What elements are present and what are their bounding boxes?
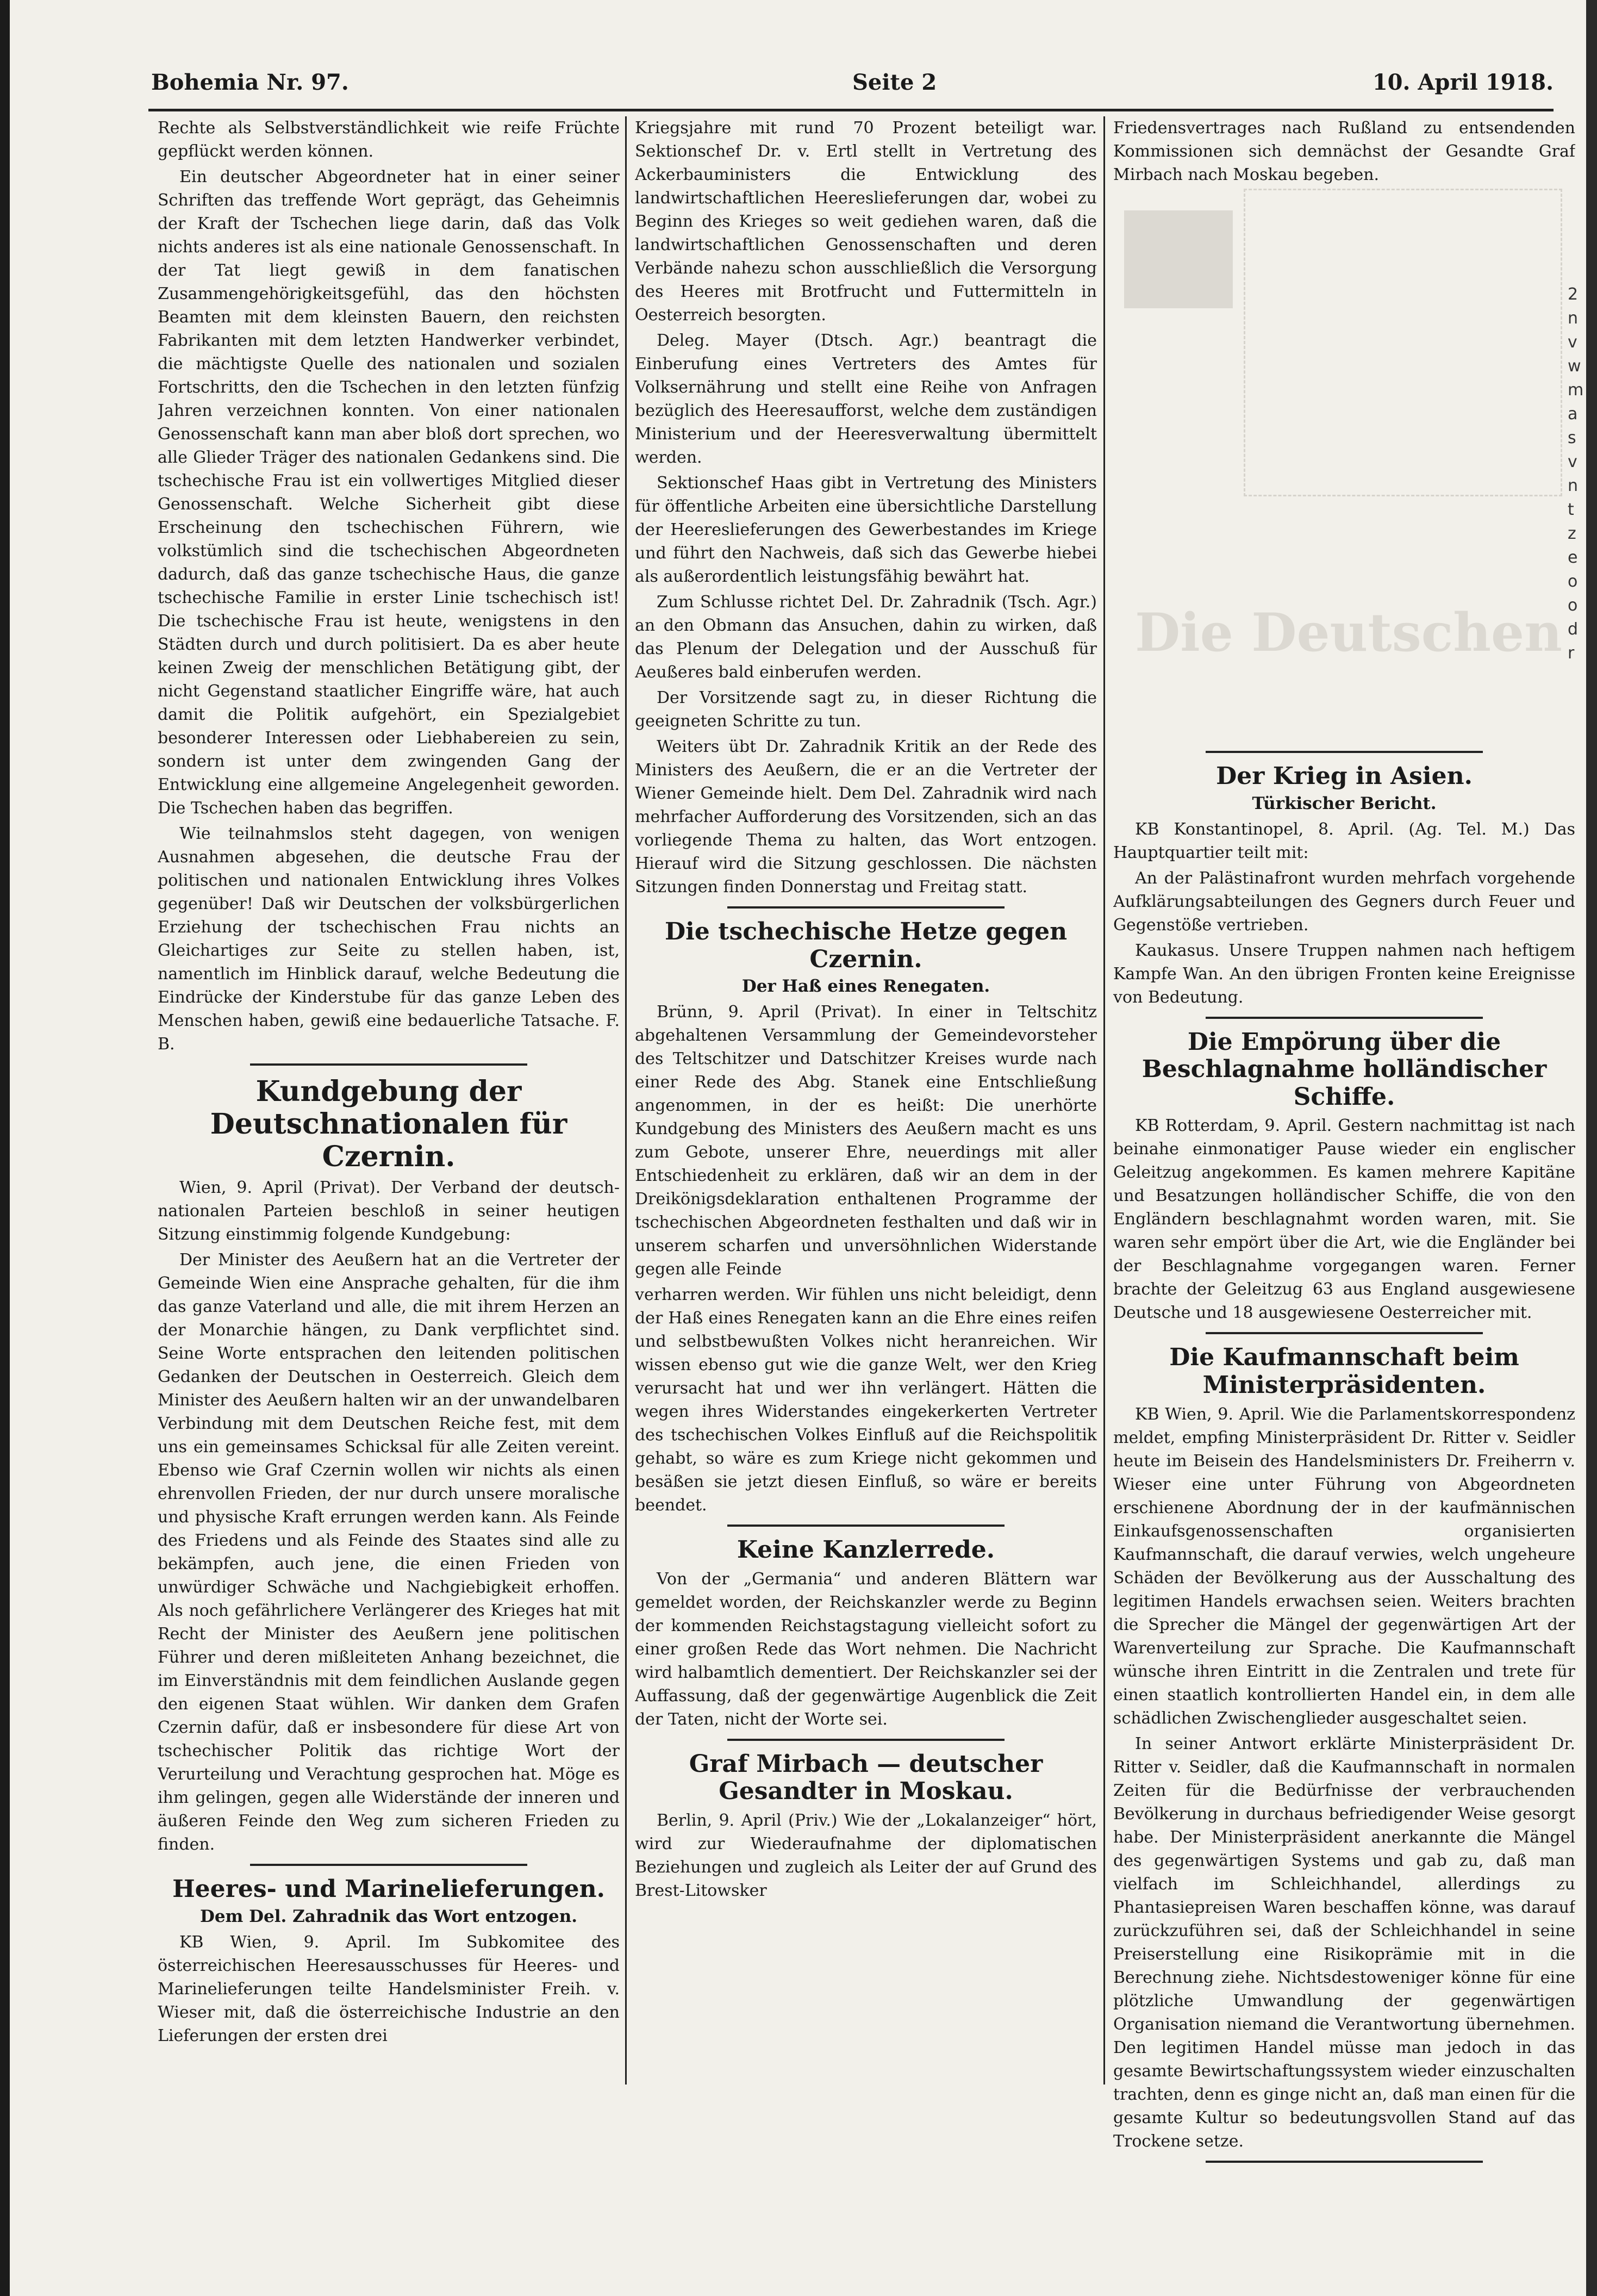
article-paragraph: KB Konstantinopel, 8. April. (Ag. Tel. M.) Das Hauptquartier teilt mit: bbox=[1113, 819, 1575, 862]
adjacent-page-edge-text: 2 n v w m a s v n t z e o o d r bbox=[1568, 285, 1584, 663]
headline-beschlagnahme: Die Empörung über die Beschlagnahme holländischer Schiffe. bbox=[1141, 1028, 1547, 1111]
article-paragraph: Kaukasus. Unsere Truppen nahmen nach heftigem Kampfe Wan. An den übrigen Fronten keine Ereignisse von Bedeutung. bbox=[1113, 941, 1575, 1007]
article-paragraph: Weiters übt Dr. Zahradnik Kritik an der Rede des Ministers des Aeußern, die er an die Vertreter der Wiener Gemeinde hielt. Dem Del. Zahradnik wird nach mehrfacher Aufforderung des Vorsitzenden, sich an das vorliegende Thema zu halten, das Wort entzogen. Hierauf wird die Sitzung geschlossen. Die nächsten Sitzungen finden Donnerstag und Freitag statt. bbox=[635, 737, 1097, 897]
page-header bbox=[151, 70, 1554, 108]
headline-kaufmannschaft: Die Kaufmannschaft beim Ministerpräsidenten. bbox=[1169, 1343, 1519, 1399]
article-separator bbox=[250, 1063, 527, 1066]
article-paragraph: Deleg. Mayer (Dtsch. Agr.) beantragt die Einberufung eines Vertreters des Amtes für Volksernährung und stellt eine Reihe von Anfragen bezüglich des Heeresaufforst, welche dem zuständigen Ministerium und der Heeresverwaltung übermittelt werden. bbox=[635, 331, 1097, 467]
article-paragraph: KB Wien, 9. April. Im Subkomitee des österreichischen Heeresausschusses für Heeres- und Marinelieferungen teilte Handelsminister Freih. v. Wieser mit, daß die österreichische Industrie an den Lieferungen der ersten drei bbox=[158, 1932, 620, 2045]
article-paragraph: KB Rotterdam, 9. April. Gestern nachmittag ist nach beinahe einmonatiger Pause wieder ein englischer Geleitzug angekommen. Es kamen mehrere Kapitäne und Besatzungen holländischer Schiffe, die von den Engländern beschlagnahmt worden waren, mit. Sie waren sehr empört über die Art, wie die Engländer bei der Beschlagnahme vorgegangen waren. Ferner brachte der Geleitzug 63 aus England ausgewiesene Deutsche und 18 ausgewiesene Oesterreicher mit. bbox=[1113, 1116, 1575, 1323]
headline-hetze-czernin: Die tschechische Hetze gegen Czernin. bbox=[664, 918, 1068, 973]
header-rule bbox=[148, 109, 1554, 111]
article-paragraph: Wien, 9. April (Privat). Der Verband der deutsch-nationalen Parteien beschloß in seiner heutigen Sitzung einstimmig folgende Kundgebung: bbox=[158, 1178, 620, 1245]
article-paragraph: Zum Schlusse richtet Del. Dr. Zahradnik (Tsch. Agr.) an den Obmann das Ansuchen, dahin zu wirken, daß das Plenum der Delegation und der Ausschuß für Aeußeres bald einberufen werden. bbox=[635, 593, 1097, 682]
article-paragraph: Berlin, 9. April (Priv.) Wie der „Lokalanzeiger“ hört, wird zur Wiederaufnahme der diplomatischen Beziehungen und zugleich als Leiter der auf Grund des Brest-Litowsker bbox=[635, 1810, 1097, 1900]
article-paragraph: Der Minister des Aeußern hat an die Vertreter der Gemeinde Wien eine Ansprache gehalten, für die ihm das ganze Vaterland und alle, die mit ihrem Herzen an der Monarchie hängen, zu Dank verpflichtet sind. Seine Worte entsprachen den leitenden politischen Gedanken der Deutschen in Oesterreich. Gleich dem Minister des Aeußern halten wir an der unwandelbaren Verbindung mit dem Deutschen Reiche fest, mit dem uns ein gemeinsames Schicksal für alle Zeiten vereint. Ebenso wie Graf Czernin wollen wir nichts als einen ehrenvollen Frieden, der nur durch unsere moralische und physische Kraft errungen werden kann. Als Feinde des Friedens und als Feinde des Staates sind alle zu bekämpfen, auch jene, die einen Frieden von unwürdiger Schwäche und Nachgiebigkeit erhoffen. Als noch gefährlichere Verlängerer des Krieges hat mit Recht der Minister des Aeußern jene politischen Führer und deren mißleiteten Anhang bezeichnet, die im Einverständnis mit dem feindlichen Auslande gegen den eigenen Staat wühlen. Wir danken dem Grafen Czernin dafür, daß er insbesondere für diese Art von tschechischer Politik das richtige Wort der Verurteilung und Verachtung gesprochen hat. Möge es ihm gelingen, gegen alle Widerstände der inneren und äußeren Feinde den Weg zum sicheren Frieden zu finden. bbox=[158, 1250, 620, 1855]
headline-krieg-asien: Der Krieg in Asien. bbox=[1216, 762, 1473, 790]
faded-frame bbox=[1244, 189, 1562, 496]
article-separator bbox=[1206, 751, 1483, 753]
article-paragraph: KB Wien, 9. April. Wie die Parlamentskorrespondenz meldet, empfing Ministerpräsident Dr. Ritter v. Seidler heute im Beisein des Handelsministers Dr. Freiherrn v. Wieser eine unter Führung von Abgeordneten erschienene Abordnung der in der kaufmännischen Einkaufsgenossenschaften organisierten Kaufmannschaft, die darauf verwies, welch ungeheure Schäden der Bevölkerung aus der Ausschaltung des legitimen Handels erwachsen seien. Weiters brachten die Sprecher die Mängel der gegenwärtigen Art der Warenverteilung zur Sprache. Die Kaufmannschaft wünsche ihren Eintritt in die Zentralen und trete für einen staatlich kontrollierten Handel ein, in dem alle schädlichen Zwischenglieder ausgeschaltet seien. bbox=[1113, 1404, 1575, 1728]
article-separator bbox=[727, 1525, 1005, 1527]
issue-date: 10. April 1918. bbox=[1372, 70, 1554, 95]
column-3 bbox=[1113, 116, 1575, 2182]
headline-deutschnationale: Kundgebung der Deutschnationalen für Czernin. bbox=[210, 1075, 567, 1173]
article-paragraph: An der Palästinafront wurden mehrfach vorgehende Aufklärungsabteilungen des Gegners durch Feuer und Gegenstöße vertrieben. bbox=[1113, 868, 1575, 935]
article-continuation: Friedensvertrages nach Rußland zu entsendenden Kommissionen sich demnächst der Gesandte Graf Mirbach nach Moskau begeben. bbox=[1113, 119, 1575, 184]
column-1 bbox=[158, 116, 620, 2052]
headline-kanzlerrede: Keine Kanzlerrede. bbox=[737, 1536, 995, 1564]
article-paragraph: Von der „Germania“ und anderen Blättern war gemeldet worden, der Reichskanzler werde zu Beginn der kommenden Reichstagstagung vielleicht sofort zu einer großen Rede das Wort nehmen. Die Nachricht wird halbamtlich dementiert. Der Reichskanzler sei der Auffassung, daß der gegenwärtige Augenblick die Zeit der Taten, nicht der Worte sei. bbox=[635, 1569, 1097, 1729]
article-separator bbox=[1206, 1017, 1483, 1019]
article-paragraph: Der Vorsitzende sagt zu, in dieser Richtung die geeigneten Schritte zu tun. bbox=[635, 688, 1097, 731]
masthead-issue: Bohemia Nr. 97. bbox=[151, 70, 349, 95]
column-rule-1 bbox=[625, 116, 627, 2085]
article-paragraph: Ein deutscher Abgeordneter hat in einer seiner Schriften das treffende Wort geprägt, das Geheimnis der Kraft der Tschechen liege darin, daß das Volk nichts anderes ist als eine nationale Genossenschaft. In der Tat liegt gewiß in dem fanatischen Zusammengehörigkeitsgefühl, das den höchsten Beamten mit dem kleinsten Bauern, den reichsten Fabrikanten mit dem letzten Handwerker verbindet, die mächtigste Quelle des nationalen und sozialen Fortschritts, den die Tschechen in den letzten fünfzig Jahren verzeichnen konnten. Von einer nationalen Genossenschaft kann man aber bloß dort sprechen, wo alle Glieder Träger des nationalen Gedankens sind. Die tschechische Frau ist ein vollwertiges Mitglied dieser Genossenschaft. Welche Sicherheit gibt diese Erscheinung den tschechischen Führern, wie volkstümlich sind die tschechischen Abgeordneten dadurch, daß das ganze tschechische Haus, die ganze tschechische Familie in erster Linie tschechisch ist! Die tschechische Frau ist heute, wenigstens in den Städten durch und durch politisiert. Da es aber heute keinen Zweig der menschlichen Betätigung gibt, der nicht Gegenstand staatlicher Eingriffe wäre, hat auch damit die Politik aufgehört, ein Spezialgebiet besonderer Interessen oder Liebhabereien zu sein, sondern ist unter dem zwingenden Gang der Entwicklung eine allgemeine Angelegenheit geworden. Die Tschechen haben das begriffen. bbox=[158, 167, 620, 818]
faded-heading: Die Deutschen bbox=[1135, 602, 1562, 663]
article-separator bbox=[1206, 1332, 1483, 1334]
subheadline: Der Haß eines Renegaten. bbox=[741, 976, 990, 997]
scan-border bbox=[0, 0, 10, 2296]
article-paragraph: Brünn, 9. April (Privat). In einer in Teltschitz abgehaltenen Versammlung der Gemeindevorsteher des Teltschitzer und Datschitzer Kreises wurde nach einer Rede des Abg. Stanek eine Entschließung angenommen, in der es heißt: Die unerhörte Kundgebung des Ministers des Aeußern macht es uns zum Gebote, unserer Ehre, neuerdings mit aller Entschiedenheit zu erklären, daß wir an dem in der Dreikönigsdeklaration enthaltenen Programme der tschechischen Abgeordneten festhalten und daß wir in unserem scharfen und unversöhnlichen Widerstande gegen alle Feinde bbox=[635, 1003, 1097, 1279]
column-rule-2 bbox=[1103, 116, 1105, 2085]
subheadline: Dem Del. Zahradnik das Wort entzogen. bbox=[199, 1906, 578, 1926]
article-continuation: Kriegsjahre mit rund 70 Prozent beteiligt war. Sektionschef Dr. v. Ertl stellt in Vertretung des Ackerbauministers die Entwicklung des landwirtschaftlichen Heereslieferungen dar, wobei zu Beginn des Krieges so weit gediehen waren, daß die landwirtschaftlichen Genossenschaften und deren Verbände nahezu schon ausschließlich die Versorgung des Heeres mit Brotfrucht und Futtermitteln in Oesterreich besorgten. bbox=[635, 119, 1097, 325]
article-separator bbox=[1206, 2161, 1483, 2163]
article-paragraph: Sektionschef Haas gibt in Vertretung des Ministers für öffentliche Arbeiten eine übersichtliche Darstellung der Heereslieferungen des Gewerbestandes im Kriege und führt den Nachweis, daß sich das Gewerbe hiebei als außerordentlich leistungsfähig bewährt hat. bbox=[635, 474, 1097, 586]
page-number: Seite 2 bbox=[852, 70, 937, 95]
faded-block bbox=[1124, 210, 1233, 308]
faded-bleedthrough-area bbox=[1113, 189, 1575, 743]
article-paragraph: verharren werden. Wir fühlen uns nicht beleidigt, denn der Haß eines Renegaten kann an die Ehre eines reifen und selbstbewußten Volkes nicht heranreichen. Wir wissen ebenso gut wie die ganze Welt, wer den Krieg verursacht hat und wer ihn verlängert. Hätten die wegen ihres Widerstandes eingekerkerten Vertreter des tschechischen Volkes Einfluß auf die Reichspolitik gehabt, so wäre es zum Kriege nicht gekommen und besäßen sie jetzt diesen Einfluß, so wäre er bereits beendet. bbox=[635, 1285, 1097, 1515]
headline-heereslieferungen: Heeres- und Marinelieferungen. bbox=[172, 1875, 605, 1903]
article-continuation: Rechte als Selbstverständlichkeit wie reife Früchte gepflückt werden können. bbox=[158, 119, 620, 161]
subheadline: Türkischer Bericht. bbox=[1252, 793, 1437, 813]
column-2 bbox=[635, 116, 1097, 2182]
article-paragraph: In seiner Antwort erklärte Ministerpräsident Dr. Ritter v. Seidler, daß die Kaufmannschaft in normalen Zeiten für die Bedürfnisse der verbrauchenden Bevölkerung in durchaus befriedigender Weise gesorgt habe. Der Ministerpräsident anerkannte die Mängel des gegenwärtigen Systems und gab zu, daß man vielfach im Schleichhandel, allerdings zu Phantasiepreisen Waren beschaffen könne, was darauf zurückzuführen sei, daß der Schleichhandel in seine Preiserstellung eine Risikoprämie mit in die Berechnung ziehe. Nichtsdestoweniger könne für eine plötzliche Umwandlung der gegenwärtigen Organisation niemand die Verantwortung übernehmen. Den legitimen Handel müsse man jedoch in das gesamte Bewirtschaftungssystem wieder einzuschalten trachten, denn es ginge nicht an, daß man einen für die gesamte Kultur so bedeutungsvollen Stand auf das Trockene setze. bbox=[1113, 1734, 1575, 2151]
article-separator bbox=[250, 1864, 527, 1866]
article-separator bbox=[727, 906, 1005, 909]
newspaper-page bbox=[10, 0, 1586, 2296]
article-paragraph: Wie teilnahmslos steht dagegen, von wenigen Ausnahmen abgesehen, die deutsche Frau der politischen und nationalen Entwicklung ihres Volkes gegenüber! Daß wir Deutschen der volksbürgerlichen Erziehung der tschechischen Frau nichts an Gleichartiges zur Seite zu stellen haben, ist, namentlich im Hinblick darauf, welche Bedeutung die Eindrücke der Kinderstube für das ganze Leben des Menschen haben, gewiß eine bedauerliche Tatsache. F. B. bbox=[158, 824, 620, 1054]
article-separator bbox=[727, 1739, 1005, 1741]
headline-mirbach: Graf Mirbach — deutscher Gesandter in Moskau. bbox=[689, 1750, 1043, 1806]
